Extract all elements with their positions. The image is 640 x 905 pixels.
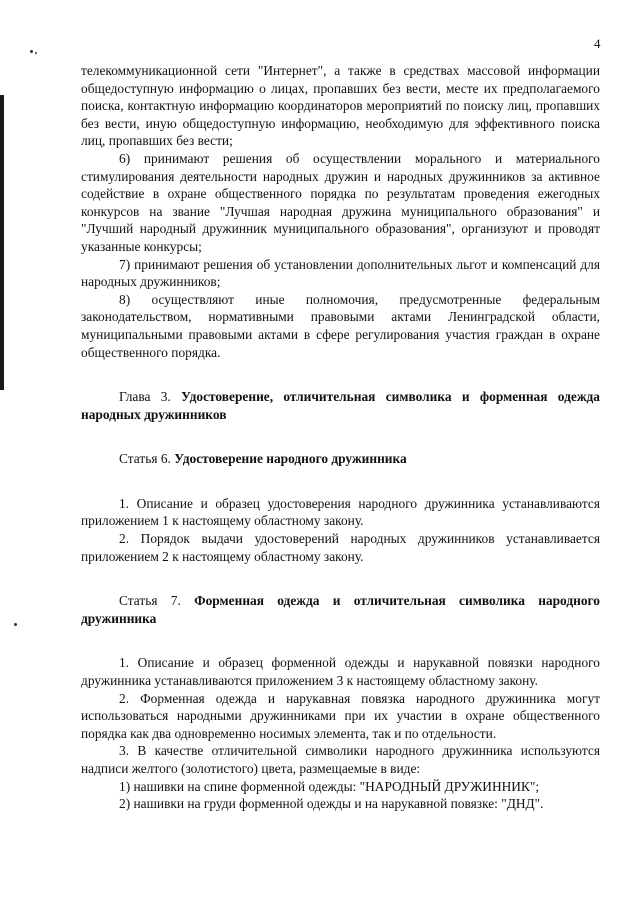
paragraph: телекоммуникационной сети "Интернет", а также в средствах массовой информации общедоступную информацию о лицах, пропавших без вести, месте их предполагаемого поиска, контактную информацию координаторов мероприятий по поиску лиц, пропавших без вести, иную общедоступную информацию, необходимую для эффективного поиска лиц, пропавших без вести; xyxy=(81,63,600,149)
list-item: 2) нашивки на груди форменной одежды и на нарукавной повязке: "ДНД". xyxy=(119,796,544,812)
paragraph: 8) осуществляют иные полномочия, предусмотренные федеральным законодательством, нормативными правовыми актами Ленинградской области, муниципальными правовыми актами в сфере регулирования участия граждан в охране общественного порядка. xyxy=(81,291,600,360)
article-title: Удостоверение народного дружинника xyxy=(174,451,407,467)
paragraph: 7) принимают решения об установлении дополнительных льгот и компенсаций для народных дружинников; xyxy=(81,256,600,290)
document-body xyxy=(81,62,600,813)
paragraph: 2. Форменная одежда и нарукавная повязка народного дружинника могут использоваться народными дружинниками при их участии в охране общественного порядка как два одновременно носимых элемента, так и по отдельности. xyxy=(81,690,600,741)
chapter-heading xyxy=(81,388,600,423)
list-item: 1) нашивки на спине форменной одежды: "НАРОДНЫЙ ДРУЖИННИК"; xyxy=(119,778,540,794)
scan-speck xyxy=(35,52,37,54)
article-prefix: Статья 7. xyxy=(119,593,195,609)
article-prefix: Статья 6. xyxy=(119,451,175,467)
chapter-title: Удостоверение, отличительная символика и форменная одежда народных дружинников xyxy=(81,389,600,422)
scan-speck xyxy=(30,50,33,53)
scan-margin-bar xyxy=(0,95,4,390)
paragraph: 2. Порядок выдачи удостоверений народных дружинников устанавливается приложением 2 к настоящему областному закону. xyxy=(81,531,600,564)
paragraph: 3. В качестве отличительной символики народного дружинника используются надписи желтого (золотистого) цвета, размещаемые в виде: xyxy=(81,743,600,776)
chapter-prefix: Глава 3. xyxy=(119,389,182,405)
article-7-heading xyxy=(81,592,600,627)
paragraph: 1. Описание и образец удостоверения народного дружинника устанавливаются приложением 1 к настоящему областному закону. xyxy=(81,495,600,529)
paragraph: 6) принимают решения об осуществлении морального и материального стимулирования деятельности народных дружин и народных дружинников за активное содействие в охране общественного порядка по результатам проведения ежегодных конкурсов на звание "Лучшая народная дружина муниципального образования" и "Лучший народный дружинник муниципального образования", организуют и проводят указанные конкурсы; xyxy=(81,150,600,254)
page-number: 4 xyxy=(594,36,601,51)
article-title: Форменная одежда и отличительная символика народного дружинника xyxy=(81,593,600,626)
paragraph: 1. Описание и образец форменной одежды и нарукавной повязки народного дружинника устанавливаются приложением 3 к настоящему областному закону. xyxy=(81,655,600,689)
scan-speck xyxy=(14,623,17,626)
article-6-heading xyxy=(81,450,600,468)
